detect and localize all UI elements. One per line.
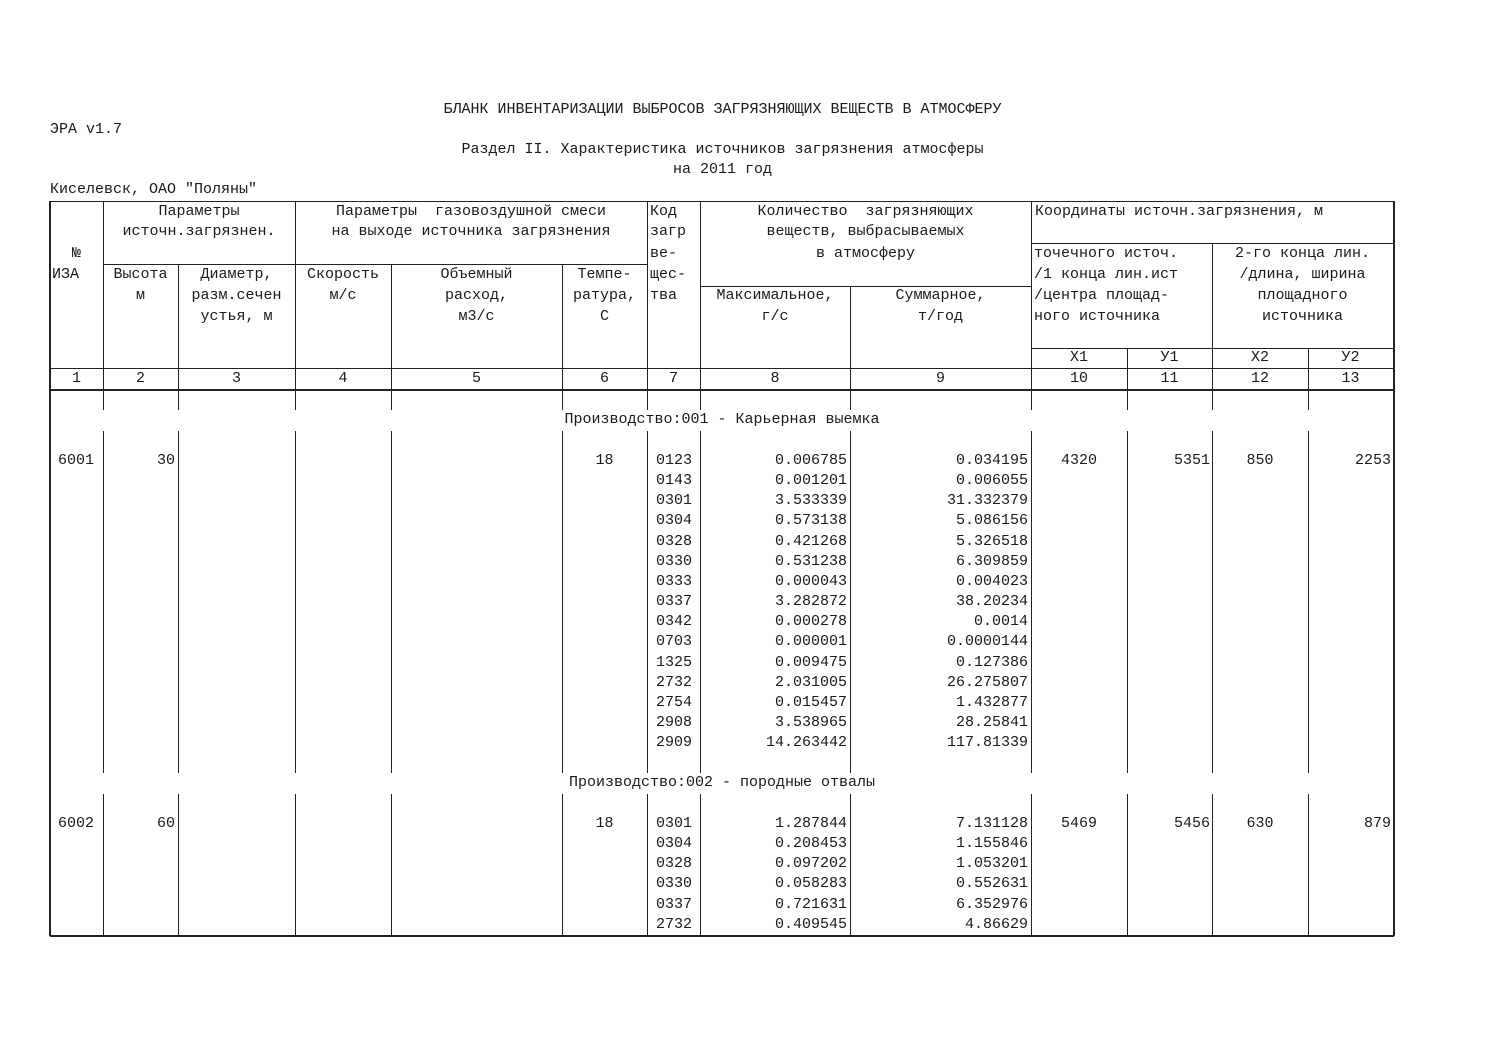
column-rule xyxy=(178,391,179,410)
total-emission-value: 0.034195 xyxy=(955,452,1028,469)
pollutant-code: 0301 xyxy=(656,815,693,832)
total-emission-value: 1.053201 xyxy=(955,855,1028,873)
pollutant-code: 0337 xyxy=(656,593,693,611)
source-id: 6001 xyxy=(58,452,95,469)
col-total-line2: т/год xyxy=(917,308,963,325)
max-emission-value: 0.001201 xyxy=(774,472,847,490)
pollutant-code: 0304 xyxy=(656,835,693,853)
organization-name: Киселевск, ОАО "Поляны" xyxy=(50,181,258,198)
column-rule xyxy=(1308,431,1309,773)
pollutant-code: 2754 xyxy=(656,693,693,711)
col-code-line1: Код xyxy=(650,203,678,220)
table-bottom-border xyxy=(50,935,1394,937)
coord-y1: 5351 xyxy=(1173,452,1210,469)
col-y2-label: У2 xyxy=(1341,349,1360,366)
max-emission-value: 0.009475 xyxy=(774,653,847,671)
column-number: 8 xyxy=(770,370,780,387)
pollutant-code: 2909 xyxy=(656,734,693,752)
col-x1-label: X1 xyxy=(1069,349,1088,366)
column-rule xyxy=(647,391,648,410)
max-emission-value: 2.031005 xyxy=(774,673,847,691)
total-emission-value: 26.275807 xyxy=(946,673,1028,691)
column-rule xyxy=(1031,391,1032,410)
total-emission-value: 0.004023 xyxy=(955,572,1028,590)
max-emission-value: 0.058283 xyxy=(774,875,847,893)
pollutant-code: 0328 xyxy=(656,855,693,873)
col-volume-line2: расход, xyxy=(444,287,508,304)
max-emission-value: 0.097202 xyxy=(774,855,847,873)
coord-y1: 5456 xyxy=(1173,815,1210,832)
col-diameter-line3: устья, м xyxy=(200,308,273,325)
column-number: 11 xyxy=(1160,370,1179,387)
col-iza-symbol: № xyxy=(71,245,81,262)
col-volume-line1: Объемный xyxy=(440,266,513,283)
coord-y2: 2253 xyxy=(1354,452,1391,469)
column-number: 10 xyxy=(1069,370,1088,387)
total-emission-value: 6.309859 xyxy=(955,552,1028,570)
column-rule xyxy=(1127,391,1128,410)
group-quantity-line1: Количество загрязняющих xyxy=(757,203,974,220)
total-emission-value: 0.552631 xyxy=(955,875,1028,893)
group-quantity-line2: веществ, выбрасываемых xyxy=(766,223,965,240)
col-end2-line2: /длина, ширина xyxy=(1239,266,1366,283)
pollutant-code: 0330 xyxy=(656,552,693,570)
column-rule xyxy=(1212,391,1213,410)
coord-x2: 630 xyxy=(1246,815,1274,832)
column-rule xyxy=(1031,431,1032,773)
col-code-line4: щес- xyxy=(650,266,687,283)
column-rule xyxy=(391,391,392,410)
column-rule xyxy=(700,391,701,410)
column-number: 1 xyxy=(71,370,81,387)
source-height: 30 xyxy=(156,452,175,469)
pollutant-code: 0330 xyxy=(656,875,693,893)
software-version: ЭРА v1.7 xyxy=(50,121,123,138)
table-right-border xyxy=(1393,201,1395,936)
total-emission-value: 38.20234 xyxy=(955,593,1028,611)
group-coordinates: Координаты источн.загрязнения, м xyxy=(1035,203,1324,220)
column-rule xyxy=(647,794,648,935)
col-volume-line3: м3/с xyxy=(458,308,495,325)
source-id: 6002 xyxy=(58,815,95,832)
col-height-line2: м xyxy=(135,287,145,304)
col-x2-label: X2 xyxy=(1250,349,1269,366)
total-emission-value: 0.0000144 xyxy=(946,633,1028,651)
coord-x1: 4320 xyxy=(1060,452,1097,469)
column-number: 13 xyxy=(1341,370,1360,387)
max-emission-value: 0.000278 xyxy=(774,613,847,631)
col-point-line3: /центра площад- xyxy=(1034,287,1170,304)
total-emission-value: 0.0014 xyxy=(973,613,1028,631)
table-left-border xyxy=(49,201,51,936)
col-iza-label: ИЗА xyxy=(52,266,80,283)
col-end2-line3: площадного xyxy=(1257,287,1348,304)
col-height-line1: Высота xyxy=(113,266,168,283)
total-emission-value: 5.086156 xyxy=(955,512,1028,530)
col-speed-line1: Скорость xyxy=(306,266,379,283)
total-emission-value: 7.131128 xyxy=(955,815,1028,832)
col-point-line2: /1 конца лин.ист xyxy=(1034,266,1179,283)
col-speed-line2: м/с xyxy=(329,287,357,304)
max-emission-value: 0.573138 xyxy=(774,512,847,530)
column-rule xyxy=(295,431,296,773)
column-rule xyxy=(1127,431,1128,773)
pollutant-code: 0342 xyxy=(656,613,693,631)
column-rule xyxy=(1308,391,1309,410)
total-emission-value: 1.432877 xyxy=(955,693,1028,711)
max-emission-value: 14.263442 xyxy=(765,734,847,752)
column-rule xyxy=(178,794,179,935)
col-rule-7 xyxy=(647,201,648,390)
max-emission-value: 0.015457 xyxy=(774,693,847,711)
column-rule xyxy=(295,391,296,410)
column-rule xyxy=(391,794,392,935)
column-rule xyxy=(103,431,104,773)
pollutant-code: 0123 xyxy=(656,452,693,469)
pollutant-code: 0143 xyxy=(656,472,693,490)
column-rule xyxy=(295,794,296,935)
col-temp-line3: С xyxy=(599,308,609,325)
max-emission-value: 0.000001 xyxy=(774,633,847,651)
column-rule xyxy=(178,431,179,773)
column-rule xyxy=(391,431,392,773)
pollutant-code: 1325 xyxy=(656,653,693,671)
column-rule xyxy=(647,431,648,773)
max-emission-value: 0.421268 xyxy=(774,532,847,550)
max-emission-value: 0.000043 xyxy=(774,572,847,590)
pollutant-code: 2732 xyxy=(656,915,693,933)
group-source-params-line2: источн.загрязнен. xyxy=(122,223,276,240)
coord-x1: 5469 xyxy=(1060,815,1097,832)
total-emission-value: 0.127386 xyxy=(955,653,1028,671)
max-emission-value: 3.533339 xyxy=(774,492,847,510)
pollutant-code: 0333 xyxy=(656,572,693,590)
col-code-line3: ве- xyxy=(650,245,678,262)
pollutant-code: 2732 xyxy=(656,673,693,691)
total-emission-value: 5.326518 xyxy=(955,532,1028,550)
column-number: 12 xyxy=(1250,370,1269,387)
document-title: БЛАНК ИНВЕНТАРИЗАЦИИ ВЫБРОСОВ ЗАГРЯЗНЯЮЩИХ ВЕЩЕСТВ В АТМОСФЕРУ xyxy=(443,101,1002,118)
report-year: на 2011 год xyxy=(672,161,773,178)
col-point-line1: точечного источ. xyxy=(1034,245,1179,262)
col-diameter-line2: разм.сечен xyxy=(191,287,282,304)
max-emission-value: 1.287844 xyxy=(774,815,847,832)
col-max-line2: г/с xyxy=(761,308,789,325)
column-number-rule xyxy=(50,389,1394,391)
column-number: 7 xyxy=(668,370,678,387)
column-rule xyxy=(850,391,851,410)
total-emission-value: 28.25841 xyxy=(955,713,1028,731)
col-diameter-line1: Диаметр, xyxy=(200,266,273,283)
total-emission-value: 4.86629 xyxy=(964,915,1028,933)
col-code-line5: тва xyxy=(650,287,678,304)
group-gas-params-line1: Параметры газовоздушной смеси xyxy=(335,203,607,220)
coord-y2: 879 xyxy=(1363,815,1391,832)
max-emission-value: 3.282872 xyxy=(774,593,847,611)
total-emission-value: 31.332379 xyxy=(946,492,1028,510)
group-gas-params-line2: на выходе источника загрязнения xyxy=(331,223,611,240)
col-total-line1: Суммарное, xyxy=(895,287,986,304)
column-number: 3 xyxy=(231,370,241,387)
max-emission-value: 0.409545 xyxy=(774,915,847,933)
pollutant-code: 0703 xyxy=(656,633,693,651)
production-title: Производство:002 - породные отвалы xyxy=(568,774,876,791)
column-rule xyxy=(103,391,104,410)
total-emission-value: 0.006055 xyxy=(955,472,1028,490)
pollutant-code: 0301 xyxy=(656,492,693,510)
section-title: Раздел II. Характеристика источников загрязнения атмосферы xyxy=(461,141,984,158)
total-emission-value: 117.81339 xyxy=(946,734,1028,752)
col-max-line1: Максимальное, xyxy=(716,287,834,304)
column-number: 9 xyxy=(935,370,945,387)
column-rule xyxy=(562,431,563,773)
col-y1-label: У1 xyxy=(1160,349,1179,366)
col-end2-line1: 2-го конца лин. xyxy=(1234,245,1371,262)
group-quantity-line3: в атмосферу xyxy=(815,245,916,262)
col-temp-line2: ратура, xyxy=(572,287,636,304)
source-height: 60 xyxy=(156,815,175,832)
max-emission-value: 0.006785 xyxy=(774,452,847,469)
gas-temperature: 18 xyxy=(595,815,614,832)
total-emission-value: 6.352976 xyxy=(955,895,1028,913)
pollutant-code: 0328 xyxy=(656,532,693,550)
group-source-params-line1: Параметры xyxy=(158,203,240,220)
column-number: 6 xyxy=(599,370,609,387)
max-emission-value: 0.721631 xyxy=(774,895,847,913)
column-rule xyxy=(562,391,563,410)
pollutant-code: 0304 xyxy=(656,512,693,530)
pollutant-code: 0337 xyxy=(656,895,693,913)
gas-temperature: 18 xyxy=(595,452,614,469)
max-emission-value: 3.538965 xyxy=(774,713,847,731)
col-end2-line4: источника xyxy=(1261,308,1343,325)
pollutant-code: 2908 xyxy=(656,713,693,731)
column-number: 2 xyxy=(135,370,145,387)
column-number: 5 xyxy=(471,370,481,387)
total-emission-value: 1.155846 xyxy=(955,835,1028,853)
column-rule xyxy=(1212,431,1213,773)
col-point-line4: ного источника xyxy=(1034,308,1161,325)
max-emission-value: 0.531238 xyxy=(774,552,847,570)
column-number: 4 xyxy=(338,370,348,387)
max-emission-value: 0.208453 xyxy=(774,835,847,853)
production-title: Производство:001 - Карьерная выемка xyxy=(564,411,880,428)
col-code-line2: загр xyxy=(650,223,687,240)
col-temp-line1: Темпе- xyxy=(577,266,632,283)
coord-x2: 850 xyxy=(1246,452,1274,469)
